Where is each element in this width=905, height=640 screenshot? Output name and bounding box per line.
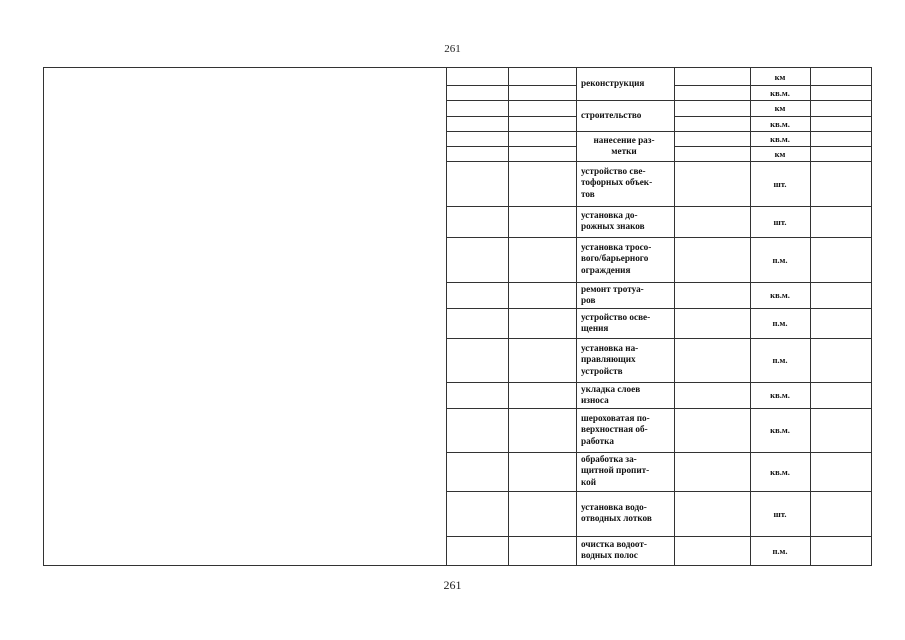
work-type-label: реконструкция xyxy=(581,78,645,88)
unit-label: км xyxy=(774,103,786,113)
unit-label: п.м. xyxy=(772,546,788,556)
unit-label: шт. xyxy=(773,509,787,519)
row-border xyxy=(446,452,871,453)
unit-label: кв.м. xyxy=(770,390,790,400)
unit-label: км xyxy=(774,149,786,159)
work-type-label: установка на- правляющих устройств xyxy=(581,343,639,376)
page-number-top: 261 xyxy=(444,43,461,55)
unit-label: кв.м. xyxy=(770,134,790,144)
unit-label: кв.м. xyxy=(770,88,790,98)
row-border xyxy=(446,100,871,101)
unit-label: кв.м. xyxy=(770,290,790,300)
work-type-label: установка тросо- вого/барьерного ограждения xyxy=(581,242,652,275)
column-border xyxy=(43,68,44,565)
work-type-label: обработка за- щитной пропит- кой xyxy=(581,454,650,487)
unit-label: шт. xyxy=(773,179,787,189)
row-border xyxy=(446,85,576,86)
row-border xyxy=(446,491,871,492)
row-border xyxy=(446,131,871,132)
row-border xyxy=(446,308,871,309)
unit-label: кв.м. xyxy=(770,119,790,129)
row-border xyxy=(446,206,871,207)
row-border xyxy=(674,85,871,86)
unit-label: шт. xyxy=(773,217,787,227)
row-border xyxy=(674,146,871,147)
work-type-label: нанесение раз- метки xyxy=(593,135,655,157)
work-type-label: ремонт тротуа- ров xyxy=(581,284,644,306)
row-border xyxy=(446,408,871,409)
page-number-bottom: 261 xyxy=(443,578,462,592)
row-border xyxy=(446,237,871,238)
unit-label: п.м. xyxy=(772,318,788,328)
unit-label: кв.м. xyxy=(770,467,790,477)
row-border xyxy=(446,536,871,537)
work-type-label: шероховатая по- верхностная об- работка xyxy=(581,413,650,446)
row-border xyxy=(446,382,871,383)
unit-label: кв.м. xyxy=(770,425,790,435)
column-border xyxy=(871,68,872,565)
row-border xyxy=(446,116,576,117)
row-border xyxy=(446,338,871,339)
work-type-label: установка водо- отводных лотков xyxy=(581,502,652,524)
row-border xyxy=(446,161,871,162)
row-border xyxy=(446,146,576,147)
works-table xyxy=(43,67,872,566)
row-border xyxy=(446,282,871,283)
unit-label: п.м. xyxy=(772,255,788,265)
unit-label: п.м. xyxy=(772,355,788,365)
work-type-label: устройство све- тофорных объек- тов xyxy=(581,166,653,199)
work-type-label: очистка водоот- водных полос xyxy=(581,539,647,561)
work-type-label: устройство осве- щения xyxy=(581,312,651,334)
row-border xyxy=(674,116,871,117)
work-type-label: установка до- рожных знаков xyxy=(581,210,645,232)
unit-label: км xyxy=(774,72,786,82)
work-type-label: строительство xyxy=(581,110,642,120)
work-type-label: укладка слоев износа xyxy=(581,384,641,406)
